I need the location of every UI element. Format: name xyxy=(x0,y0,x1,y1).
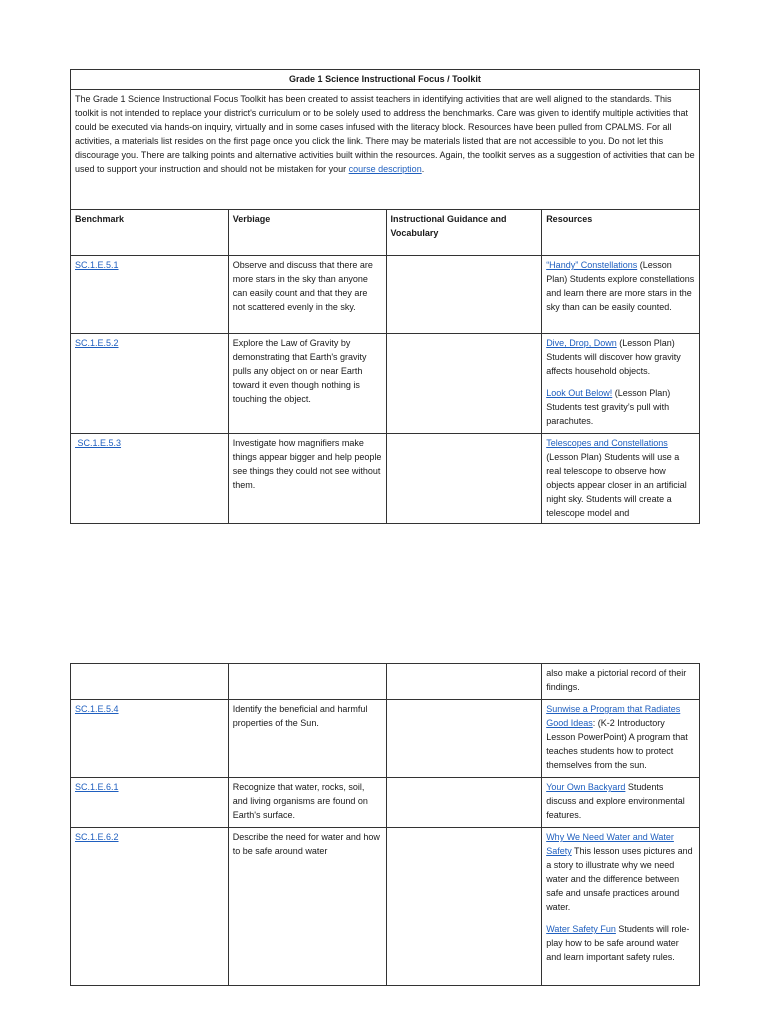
resource-description: (Lesson Plan) Students will discover how gravity affects household objects. xyxy=(546,338,681,376)
verbiage-cell: Investigate how magnifiers make things appear bigger and help people see things they could not see without them. xyxy=(228,434,386,524)
intro-end: . xyxy=(421,164,425,174)
verbiage-cell: Explore the Law of Gravity by demonstrating that Earth's gravity pulls any object on or near Earth toward it even though nothing is touching the object. xyxy=(228,334,386,434)
resource-link[interactable]: Why We Need Water and Water Safety xyxy=(546,832,674,856)
guidance-cell xyxy=(386,778,542,828)
toolkit-table xyxy=(70,69,700,524)
resource-link[interactable]: Water Safety Fun xyxy=(546,924,616,934)
guidance-cell xyxy=(386,256,542,334)
resource-description: (Lesson Plan) Students will use a real telescope to observe how objects appear closer in an artificial night sky. Students will create a telescope model and xyxy=(546,452,687,518)
table-row xyxy=(71,664,700,700)
benchmark-link[interactable]: SC.1.E.5.3 xyxy=(75,438,122,448)
benchmark-link[interactable]: SC.1.E.6.1 xyxy=(75,782,119,792)
table-row xyxy=(71,778,700,828)
resource-link[interactable]: “Handy” Constellations xyxy=(546,260,638,270)
resource-description: (Lesson Plan) Students test gravity’s pull with parachutes. xyxy=(546,388,671,426)
intro-text: The Grade 1 Science Instructional Focus Toolkit has been created to assist teachers in identifying activities that are well aligned to the standards. This toolkit is not intended to replace your district's curriculum or to be solely used to address the benchmarks. Care was given to identify multiple activities that could be executed via hands-on inquiry, virtually and in some cases infused with the literacy block. Resources have been pulled from CPALMS. For all activities, a materials list resides on the first page once you click the link. There may be materials listed that are not accessible to you. Do not let this discourage you. There are talking points and alternative activities built within the resources. Again, the toolkit serves as a suggestion of activities that can be used to support your instruction and should not be mistaken for your xyxy=(75,94,695,174)
table-row xyxy=(71,334,700,434)
resources-cell xyxy=(542,778,700,828)
benchmark-link[interactable]: SC.1.E.5.1 xyxy=(75,260,119,270)
resource-link[interactable]: Your Own Backyard xyxy=(546,782,626,792)
toolkit-table-continued xyxy=(70,663,700,986)
resource-link[interactable]: Sunwise a Program that Radiates Good Ideas xyxy=(546,704,681,728)
guidance-cell xyxy=(386,828,542,986)
resources-cell xyxy=(542,434,700,524)
table-row xyxy=(71,828,700,986)
resource-description: Students will role-play how to be safe around water and learn important safety rules. xyxy=(546,924,690,962)
resources-cell: also make a pictorial record of their findings. xyxy=(542,664,700,700)
benchmark-link[interactable]: SC.1.E.5.4 xyxy=(75,704,119,714)
table-row xyxy=(71,434,700,524)
resources-cell xyxy=(542,828,700,986)
guidance-cell xyxy=(386,664,542,700)
header-guidance: Instructional Guidance and Vocabulary xyxy=(386,210,542,256)
guidance-cell xyxy=(386,434,542,524)
verbiage-cell xyxy=(228,664,386,700)
document-title: Grade 1 Science Instructional Focus / Toolkit xyxy=(71,70,700,90)
resource-description: (Lesson Plan) Students explore constellations and learn there are more stars in the sky than can be easily counted. xyxy=(546,260,695,312)
header-verbiage: Verbiage xyxy=(228,210,386,256)
resources-cell xyxy=(542,700,700,778)
table-row xyxy=(71,700,700,778)
intro-paragraph xyxy=(71,90,700,210)
resources-cell xyxy=(542,334,700,434)
resource-description: : (K-2 Introductory Lesson PowerPoint) A program that teaches students how to protect themselves from the sun. xyxy=(546,718,688,770)
guidance-cell xyxy=(386,700,542,778)
benchmark-cell xyxy=(71,664,229,700)
guidance-cell xyxy=(386,334,542,434)
verbiage-cell: Observe and discuss that there are more stars in the sky than anyone can easily count and that they are not scattered evenly in the sky. xyxy=(228,256,386,334)
course-description-link[interactable]: course description xyxy=(348,164,422,174)
table-row xyxy=(71,256,700,334)
resource-link[interactable]: Look Out Below! xyxy=(546,388,613,398)
resources-cell xyxy=(542,256,700,334)
resource-description: Students discuss and explore environmental features. xyxy=(546,782,685,820)
verbiage-cell: Recognize that water, rocks, soil, and living organisms are found on Earth's surface. xyxy=(228,778,386,828)
benchmark-link[interactable]: SC.1.E.6.2 xyxy=(75,832,119,842)
benchmark-link[interactable]: SC.1.E.5.2 xyxy=(75,338,119,348)
verbiage-cell: Identify the beneficial and harmful properties of the Sun. xyxy=(228,700,386,778)
header-resources: Resources xyxy=(542,210,700,256)
verbiage-cell: Describe the need for water and how to be safe around water xyxy=(228,828,386,986)
resource-description: This lesson uses pictures and a story to illustrate why we need water and the difference between safe and unsafe practices around water. xyxy=(546,846,693,912)
resource-link[interactable]: Dive, Drop, Down xyxy=(546,338,617,348)
header-benchmark: Benchmark xyxy=(71,210,229,256)
resource-link[interactable]: Telescopes and Constellations xyxy=(546,438,668,448)
